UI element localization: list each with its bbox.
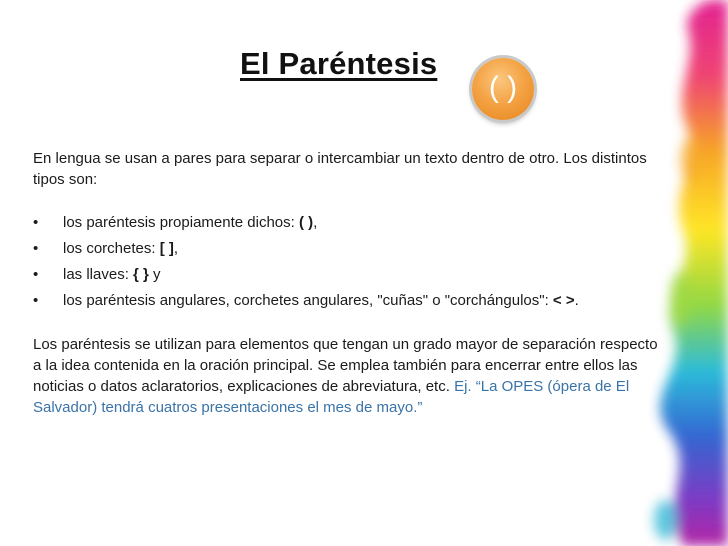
list-item-text: los paréntesis propiamente dichos: xyxy=(63,214,299,231)
list-item-tail: y xyxy=(148,266,161,283)
bullet-icon: • xyxy=(33,266,39,283)
list-item xyxy=(33,210,663,236)
list-item-tail: . xyxy=(574,292,579,309)
list-item-text: los paréntesis angulares, corchetes angulares, "cuñas" o "corchángulos": xyxy=(63,292,553,309)
list-item xyxy=(33,236,663,262)
list-item xyxy=(33,262,663,288)
bracket-types-list xyxy=(33,210,663,314)
list-item xyxy=(33,288,663,314)
example-text: Ej. “La OPES (ópera de El Salvador) tendrá cuatros presentaciones el mes de mayo.” xyxy=(33,378,630,416)
usage-text: Los paréntesis se utilizan para elementos que tengan un grado mayor de separación respecto a la idea contenida en la oración principal. Se emplea también para encerrar entre ellos las noticias o datos aclaratorios, explicaciones de abreviatura, etc. xyxy=(33,336,658,395)
slide-title: El Paréntesis xyxy=(240,46,438,81)
list-item-symbol: ( ) xyxy=(298,214,314,231)
list-item-text: las llaves: xyxy=(63,266,134,283)
bullet-icon: • xyxy=(33,240,39,257)
usage-paragraph xyxy=(33,334,663,418)
bullet-icon: • xyxy=(33,292,39,309)
parentheses-badge-icon xyxy=(472,58,534,120)
list-item-tail: , xyxy=(313,214,318,231)
intro-paragraph: En lengua se usan a pares para separar o intercambiar un texto dentro de otro. Los distintos tipos son: xyxy=(33,150,647,188)
list-item-symbol: { } xyxy=(133,266,149,283)
bullet-icon: • xyxy=(33,214,39,231)
list-item-symbol: < > xyxy=(552,292,575,309)
list-item-symbol: [ ] xyxy=(159,240,174,257)
list-item-tail: , xyxy=(173,240,179,257)
slide-body xyxy=(33,148,663,418)
badge-symbol: ( ) xyxy=(488,71,518,104)
list-item-text: los corchetes: xyxy=(63,240,160,257)
